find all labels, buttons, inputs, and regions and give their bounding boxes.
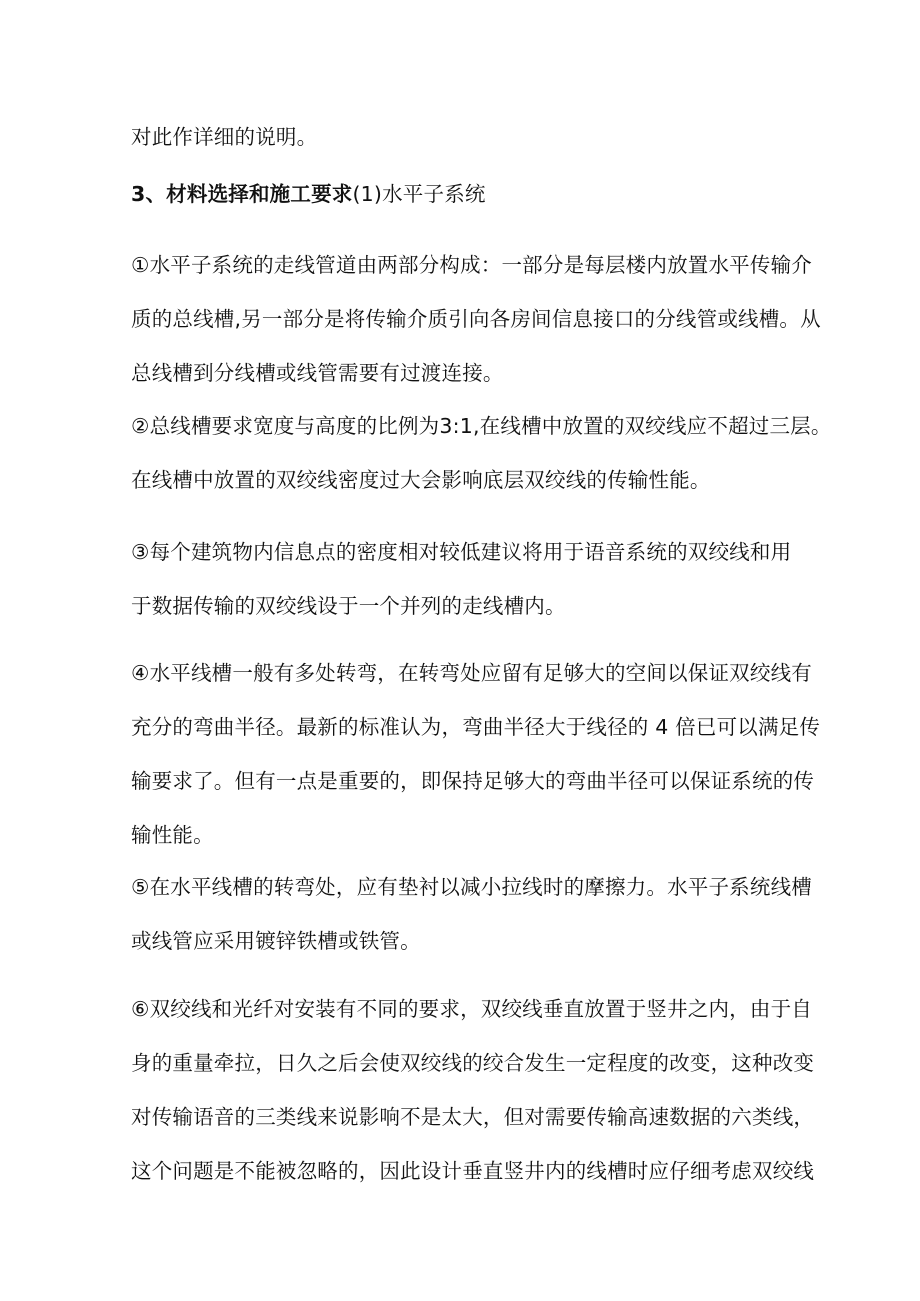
paragraph-line: ②总线槽要求宽度与高度的比例为3:1,在线槽中放置的双绞线应不超过三层。 (131, 414, 832, 438)
paragraph-line: 这个问题是不能被忽略的，因此设计垂直竖井内的线槽时应仔细考虑双绞线 (131, 1159, 815, 1183)
paragraph-line: 在线槽中放置的双绞线密度过大会影响底层双绞线的传输性能。 (131, 468, 711, 492)
paragraph-line: 质的总线槽,另一部分是将传输介质引向各房间信息接口的分线管或线槽。从 (131, 307, 821, 331)
paragraph-3 (131, 525, 801, 633)
intro-paragraph (131, 110, 801, 164)
section-heading-line (131, 167, 801, 221)
section-heading-title: 3、材料选择和施工要求 (131, 182, 353, 206)
paragraph-line: ①水平子系统的走线管道由两部分构成：一部分是每层楼内放置水平传输介 (131, 253, 812, 277)
paragraph-line: 输性能。 (131, 823, 214, 847)
section-heading-subtitle: (1)水平子系统 (352, 182, 486, 206)
paragraph-line: 总线槽到分线槽或线管需要有过渡连接。 (131, 361, 504, 385)
paragraph-2 (131, 399, 832, 507)
paragraph-line: 身的重量牵拉，日久之后会使双绞线的绞合发生一定程度的改变，这种改变 (131, 1051, 815, 1075)
section-heading (131, 167, 801, 221)
paragraph-line: ⑥双绞线和光纤对安装有不同的要求，双绞线垂直放置于竖井之内，由于自 (131, 997, 812, 1021)
paragraph-line: 充分的弯曲半径。最新的标准认为，弯曲半径大于线径的 4 倍已可以满足传 (131, 715, 821, 739)
paragraph-line: ⑤在水平线槽的转弯处，应有垫衬以减小拉线时的摩擦力。水平子系统线槽 (131, 875, 812, 899)
paragraph-line: 或线管应采用镀锌铁槽或铁管。 (131, 929, 421, 953)
paragraph-6 (131, 982, 815, 1198)
paragraph-line: 对传输语音的三类线来说影响不是太大，但对需要传输高速数据的六类线， (131, 1105, 815, 1129)
paragraph-line: ③每个建筑物内信息点的密度相对较低建议将用于语音系统的双绞线和用 (131, 540, 792, 564)
paragraph-5 (131, 860, 812, 968)
paragraph-4 (131, 646, 821, 862)
paragraph-line: 于数据传输的双绞线设于一个并列的走线槽内。 (131, 594, 566, 618)
intro-line: 对此作详细的说明。 (131, 125, 318, 149)
paragraph-1 (131, 238, 821, 400)
paragraph-line: ④水平线槽一般有多处转弯，在转弯处应留有足够大的空间以保证双绞线有 (131, 661, 812, 685)
paragraph-line: 输要求了。但有一点是重要的，即保持足够大的弯曲半径可以保证系统的传 (131, 769, 815, 793)
